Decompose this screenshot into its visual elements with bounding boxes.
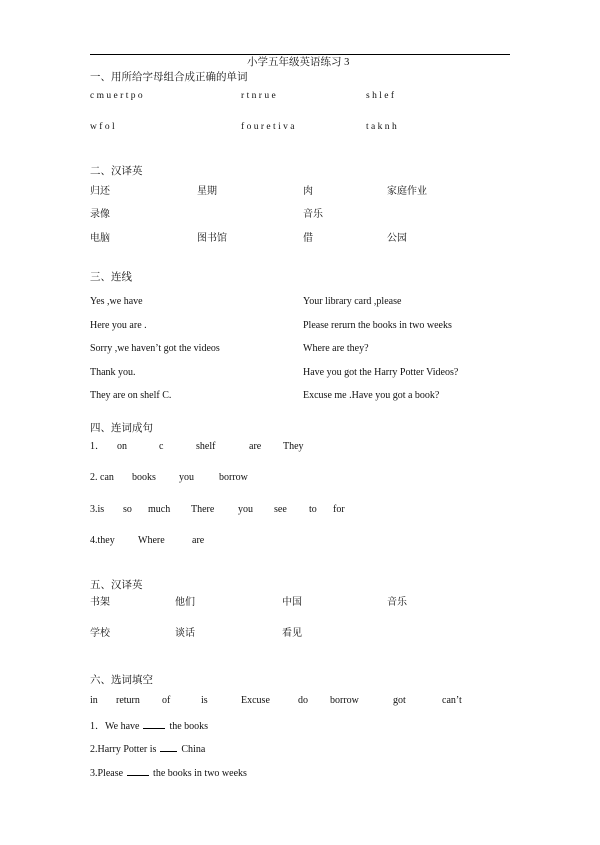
sentence-word: see [274,504,287,515]
sentence-word: borrow [219,472,248,483]
section-5-heading: 五、汉译英 [90,580,143,591]
sentence-word: books [132,472,156,483]
chinese-word: 中国 [282,597,302,608]
sentence-word: are [249,441,262,452]
section-2-heading: 二、汉译英 [90,166,143,177]
sentence-word: 4.they [90,535,115,546]
chinese-word: 他们 [175,597,195,608]
chinese-word: 图书馆 [197,233,227,244]
sentence-word: you [179,472,194,483]
match-right-item: Please rerurn the books in two weeks [303,320,452,331]
word-option: got [393,695,406,706]
match-left-item: Thank you. [90,367,136,378]
word-option: in [90,695,98,706]
match-left-item: Yes ,we have [90,296,143,307]
match-right-item: Your library card ,please [303,296,402,307]
sentence-word: so [123,504,132,515]
match-right-item: Have you got the Harry Potter Videos? [303,367,459,378]
sentence-word: you [238,504,253,515]
sentence-word: 1． [90,441,105,452]
chinese-word: 家庭作业 [387,186,427,197]
word-option: borrow [330,695,359,706]
fill-sentence-1 [90,719,208,733]
fill-sentence-3 [90,766,247,780]
scrambled-word: cmuertpo [90,91,146,101]
chinese-word: 录像 [90,209,110,220]
chinese-word: 书架 [90,597,110,608]
match-right-item: Where are they? [303,343,369,354]
sentence-word: There [191,504,215,515]
sentence-text: 2.Harry Potter is [90,744,157,755]
chinese-word: 谈话 [175,628,195,639]
scrambled-word: wfol [90,122,118,132]
section-4-heading: 四、连词成句 [90,423,153,434]
sentence-text: 1．We have [90,721,140,732]
sentence-text: the books [169,721,209,732]
sentence-word: to [309,504,317,515]
section-6-heading: 六、选词填空 [90,675,153,686]
word-option: do [298,695,308,706]
section-3-heading: 三、连线 [90,272,132,283]
scrambled-word: shlef [366,91,397,101]
word-option: can’t [442,695,462,706]
chinese-word: 电脑 [90,233,110,244]
word-option: is [201,695,208,706]
answer-blank[interactable] [143,719,165,729]
match-left-item: Sorry ,we haven’t got the videos [90,343,220,354]
sentence-word: Where [138,535,165,546]
chinese-word: 看见 [282,628,302,639]
chinese-word: 星期 [197,186,217,197]
sentence-word: for [333,504,345,515]
fill-sentence-2 [90,742,205,756]
sentence-word: on [117,441,127,452]
chinese-word: 归还 [90,186,110,197]
sentence-word: 2. can [90,472,114,483]
sentence-word: much [148,504,171,515]
sentence-text: the books in two weeks [153,768,247,779]
sentence-word: 3.is [90,504,105,515]
scrambled-word: rtnrue [241,91,279,101]
sentence-text: 3.Please [90,768,124,779]
word-option: return [116,695,140,706]
answer-blank[interactable] [160,742,177,752]
sentence-text: China [181,744,206,755]
sentence-word: shelf [196,441,216,452]
chinese-word: 音乐 [303,209,323,220]
top-rule [90,54,510,55]
chinese-word: 音乐 [387,597,407,608]
chinese-word: 学校 [90,628,110,639]
answer-blank[interactable] [127,766,149,776]
word-option: of [162,695,171,706]
sentence-word: They [283,441,304,452]
chinese-word: 借 [303,233,313,244]
sentence-word: are [192,535,205,546]
page-title: 小学五年级英语练习 3 [247,57,350,68]
chinese-word: 公园 [387,233,407,244]
scrambled-word: fouretiva [241,122,297,132]
section-1-heading: 一、用所给字母组合成正确的单词 [90,72,248,83]
sentence-word: c [159,441,164,452]
scrambled-word: taknh [366,122,400,132]
match-left-item: Here you are . [90,320,147,331]
chinese-word: 肉 [303,186,313,197]
word-option: Excuse [241,695,270,706]
match-left-item: They are on shelf C. [90,390,172,401]
match-right-item: Excuse me .Have you got a book? [303,390,440,401]
